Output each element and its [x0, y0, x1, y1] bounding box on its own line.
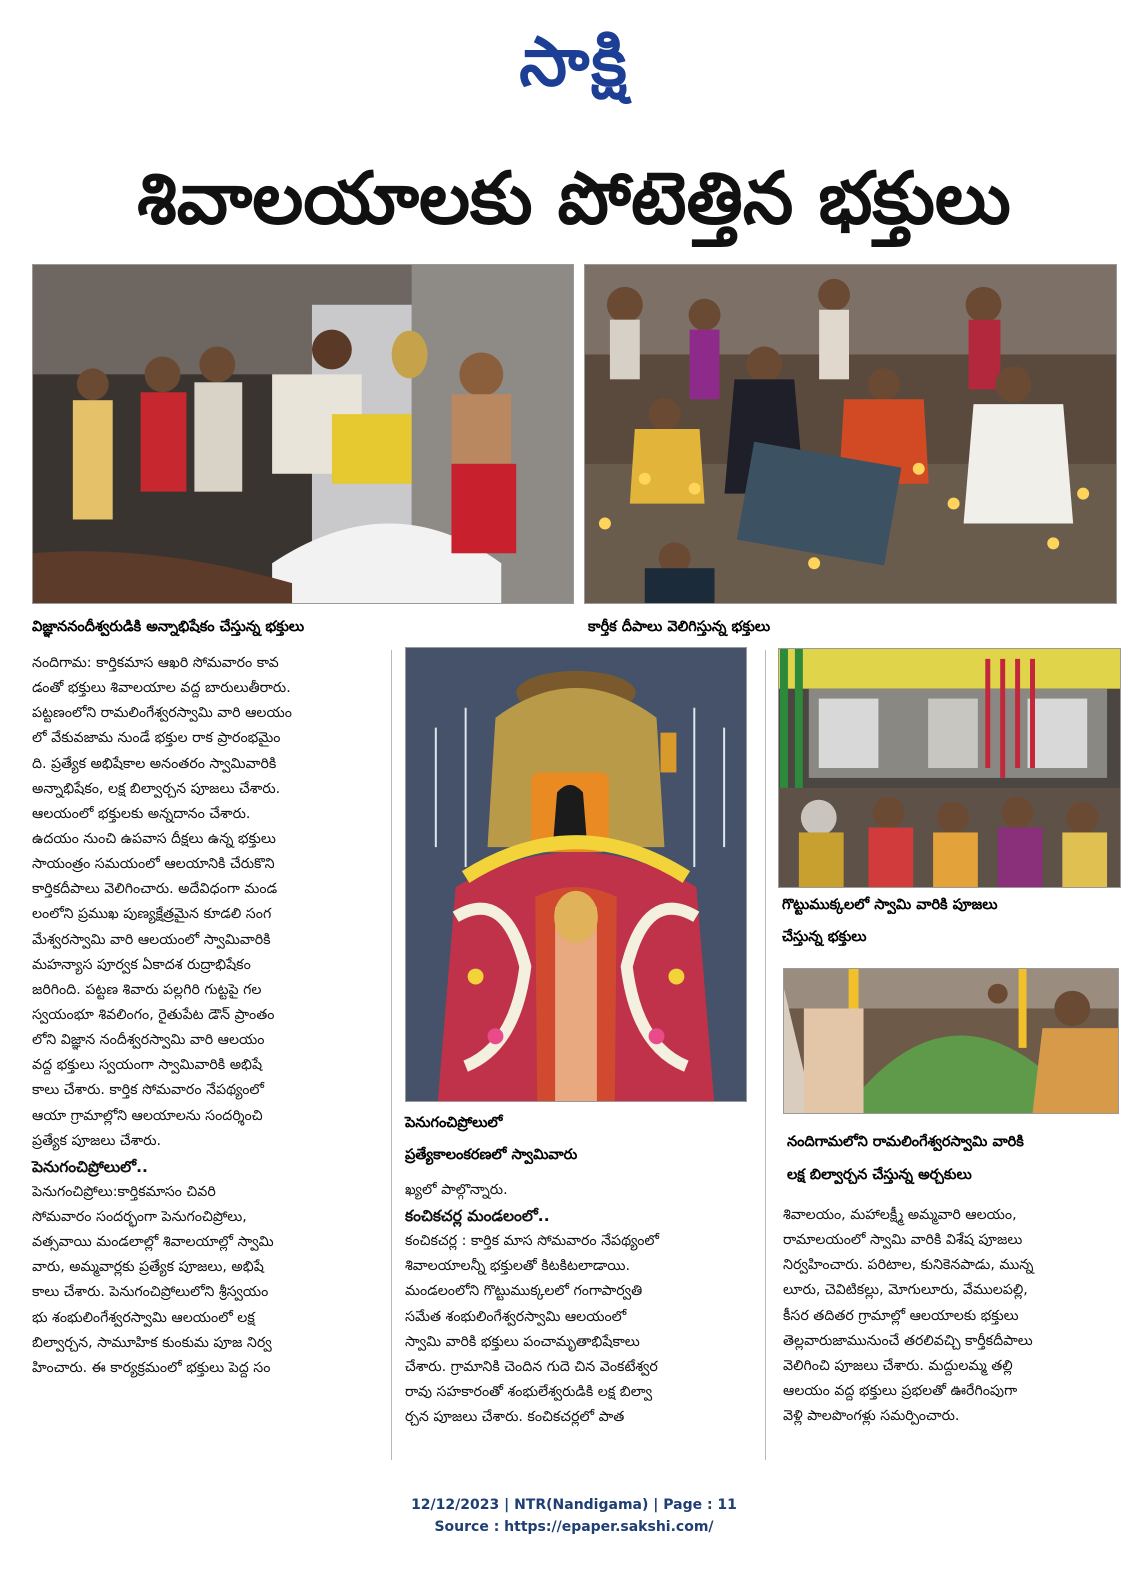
article-line: కార్తికదీపాలు వెలిగించారు. అదేవిధంగా మండ: [32, 881, 278, 898]
article-line: జరిగింది. పట్టణ శివారు పల్లగిరి గుట్టపై గల: [32, 981, 262, 998]
article-line: సమేత శంభులింగేశ్వరస్వామి ఆలయంలో: [405, 1308, 627, 1325]
sakshi-logo: సాక్షి: [519, 23, 629, 102]
article-line: పెనుగంచిప్రోలు:కార్తికమాసం చివరి: [32, 1183, 216, 1200]
article-line: కాలు చేశారు. కార్తిక సోమవారం నేపథ్యంలో: [32, 1082, 264, 1099]
article-line: రామాలయంలో స్వామి వారికి విశేష పూజలు: [783, 1232, 1023, 1249]
article-column-3: [783, 1203, 1123, 1429]
photo-penuganchiprolu-alankarana: [405, 647, 747, 1102]
article-line: లంలోని ప్రముఖ పుణ్యక్షేత్రమైన కూడలి సంగ: [32, 906, 272, 923]
article-line: డంతో భక్తులు శివాలయాల వద్ద బారులుతీరారు.: [32, 680, 291, 697]
article-line: రావు సహకారంతో శంభులేశ్వరుడికి లక్ష బిల్వా: [405, 1383, 653, 1400]
masthead: [0, 18, 1148, 108]
photo-annabhishekam-caption: విజ్ఞాననందీశ్వరుడికి అన్నాభిషేకం చేస్తున్న భక్తులు: [32, 619, 305, 635]
article-line: ప్రత్యేక పూజలు చేశారు.: [32, 1132, 162, 1149]
article-line: భు శంభులింగేశ్వరస్వామి ఆలయంలో లక్ష: [32, 1309, 255, 1326]
column-divider: [765, 650, 766, 1460]
article-line: వద్ద భక్తులు స్వయంగా స్వామివారికి అభిషే: [32, 1057, 263, 1074]
article-line: హించారు. ఈ కార్యక్రమంలో భక్తులు పెద్ద సం: [32, 1359, 271, 1376]
article-line: సాయంత్రం సమయంలో ఆలయానికి చేరుకొని: [32, 856, 275, 873]
article-line: ర్చన పూజలు చేశారు. కంచికచర్లలో పాత: [405, 1409, 625, 1426]
article-line: ఖ్యలో పాల్గొన్నారు.: [405, 1182, 508, 1198]
article-line: వారు, అమ్మవార్లకు ప్రత్యేక పూజలు, అభిషే: [32, 1259, 264, 1276]
article-line: అన్నాభిషేకం, లక్ష బిల్వార్చన పూజలు చేశారు.: [32, 780, 281, 797]
article-subhead-kanchikacherla: కంచికచర్ల మండలంలో..: [405, 1207, 550, 1226]
article-line: తెల్లవారుజామునుంచే తరలివచ్చి కార్తీకదీపాలు: [783, 1332, 1033, 1349]
photo-karthika-deepalu: [584, 264, 1117, 604]
article-line: లోని విజ్ఞాన నందీశ్వరస్వామి వారి ఆలయం: [32, 1032, 265, 1049]
article-line: సోమవారం సందర్భంగా పెనుగంచిప్రోలు,: [32, 1208, 247, 1225]
headline: శివాలయాలకు పోటెత్తిన భక్తులు: [137, 156, 1011, 240]
article-line: ఆయా గ్రామాల్లోని ఆలయాలను సందర్శించి: [32, 1107, 263, 1124]
photo-penuganchiprolu-caption-line2: ప్రత్యేకాలంకరణలో స్వామివారు: [405, 1147, 578, 1163]
article-line: బిల్వార్చన, సామూహిక కుంకుమ పూజ నిర్వ: [32, 1334, 272, 1351]
article-line: ఉదయం నుంచి ఉపవాస దీక్షలు ఉన్న భక్తులు: [32, 830, 276, 847]
article-line: మహన్యాస పూర్వక ఏకాదశ రుద్రాభిషేకం: [32, 956, 251, 973]
article-line: ఆలయంలో భక్తులకు అన్నదానం చేశారు.: [32, 805, 251, 822]
article-line: ఆలయం వద్ద భక్తులు ప్రభలతో ఊరేగింపుగా: [783, 1382, 1018, 1399]
article-line: కీసర తదితర గ్రామాల్లో ఆలయాలకు భక్తులు: [783, 1307, 1019, 1324]
article-line: ది. ప్రత్యేక అభిషేకాల అనంతరం స్వామివారికి: [32, 755, 277, 772]
article-line: స్వామి వారికి భక్తులు పంచామృతాభిషేకాలు: [405, 1333, 640, 1350]
article-line: కంచికచర్ల : కార్తిక మాస సోమవారం నేపథ్యంలో: [405, 1233, 660, 1250]
article-line: శివాలయాలన్నీ భక్తులతో కిటకిటలాడాయి.: [405, 1258, 631, 1275]
photo-annabhishekam: [32, 264, 574, 604]
photo-gottumukkala-caption-line2: చేస్తున్న భక్తులు: [782, 929, 867, 945]
column-divider: [391, 650, 392, 1460]
article-line: నిర్వహించారు. పరిటాల, కునికెనపాడు, మున్న: [783, 1257, 1034, 1274]
article-line: పట్టణంలోని రామలింగేశ్వరస్వామి వారి ఆలయం: [32, 705, 292, 722]
article-line: మండలంలోని గొట్టుముక్కలలో గంగాపార్వతి: [405, 1283, 643, 1300]
article-line: వెలిగించి పూజలు చేశారు. మద్దులమ్మ తల్లి: [783, 1357, 1013, 1374]
article-column-2: [405, 1178, 750, 1430]
photo-penuganchiprolu-caption-line1: పెనుగంచిప్రోలులో: [405, 1115, 503, 1131]
photo-nandigama-caption-line2: లక్ష బిల్వార్చన చేస్తున్న అర్చకులు: [787, 1167, 972, 1183]
article-line: చేశారు. గ్రామానికి చెందిన గుదె చిన వెంకటేశ్వర: [405, 1358, 658, 1375]
article-subhead-penuganchiprolu: పెనుగంచిప్రోలులో..: [32, 1157, 148, 1176]
article-line: లూరు, చెవిటికల్లు, మోగులూరు, వేములపల్లి,: [783, 1282, 1028, 1299]
article-line: స్వయంభూ శివలింగం, రైతుపేట డౌన్ ప్రాంతం: [32, 1006, 275, 1023]
photo-nandigama-bilvarchana: [783, 968, 1119, 1114]
photo-gottumukkala-caption-line1: గొట్టుముక్కలలో స్వామి వారికి పూజలు: [782, 897, 998, 913]
photo-nandigama-caption-line1: నందిగామలోని రామలింగేశ్వరస్వామి వారికి: [787, 1134, 1024, 1150]
photo-karthika-deepalu-caption: కార్తీక దీపాలు వెలిగిస్తున్న భక్తులు: [588, 619, 771, 635]
article-line: శివాలయం, మహాలక్ష్మీ అమ్మవారి ఆలయం,: [783, 1207, 1017, 1223]
footer-page-info: 12/12/2023 | NTR(Nandigama) | Page : 11: [411, 1497, 737, 1513]
article-line: నందిగామ: కార్తికమాస ఆఖరి సోమవారం కావ: [32, 655, 279, 671]
article-line: వత్సవాయి మండలాల్లో శివాలయాల్లో స్వామి: [32, 1234, 274, 1251]
article-column-1: [32, 651, 380, 1381]
article-line: మేశ్వరస్వామి వారి ఆలయంలో స్వామివారికి: [32, 931, 271, 948]
article-line: వెళ్లి పాలపొంగళ్లు సమర్పించారు.: [783, 1408, 960, 1425]
photo-gottumukkala-puja: [778, 648, 1121, 888]
article-line: లో వేకువజామ నుండే భక్తుల రాక ప్రారంభమైం: [32, 730, 281, 747]
article-line: కాలు చేశారు. పెనుగంచిప్రోలులోని శ్రీస్వయం: [32, 1284, 269, 1301]
footer-source-link[interactable]: Source : https://epaper.sakshi.com/: [434, 1519, 714, 1535]
